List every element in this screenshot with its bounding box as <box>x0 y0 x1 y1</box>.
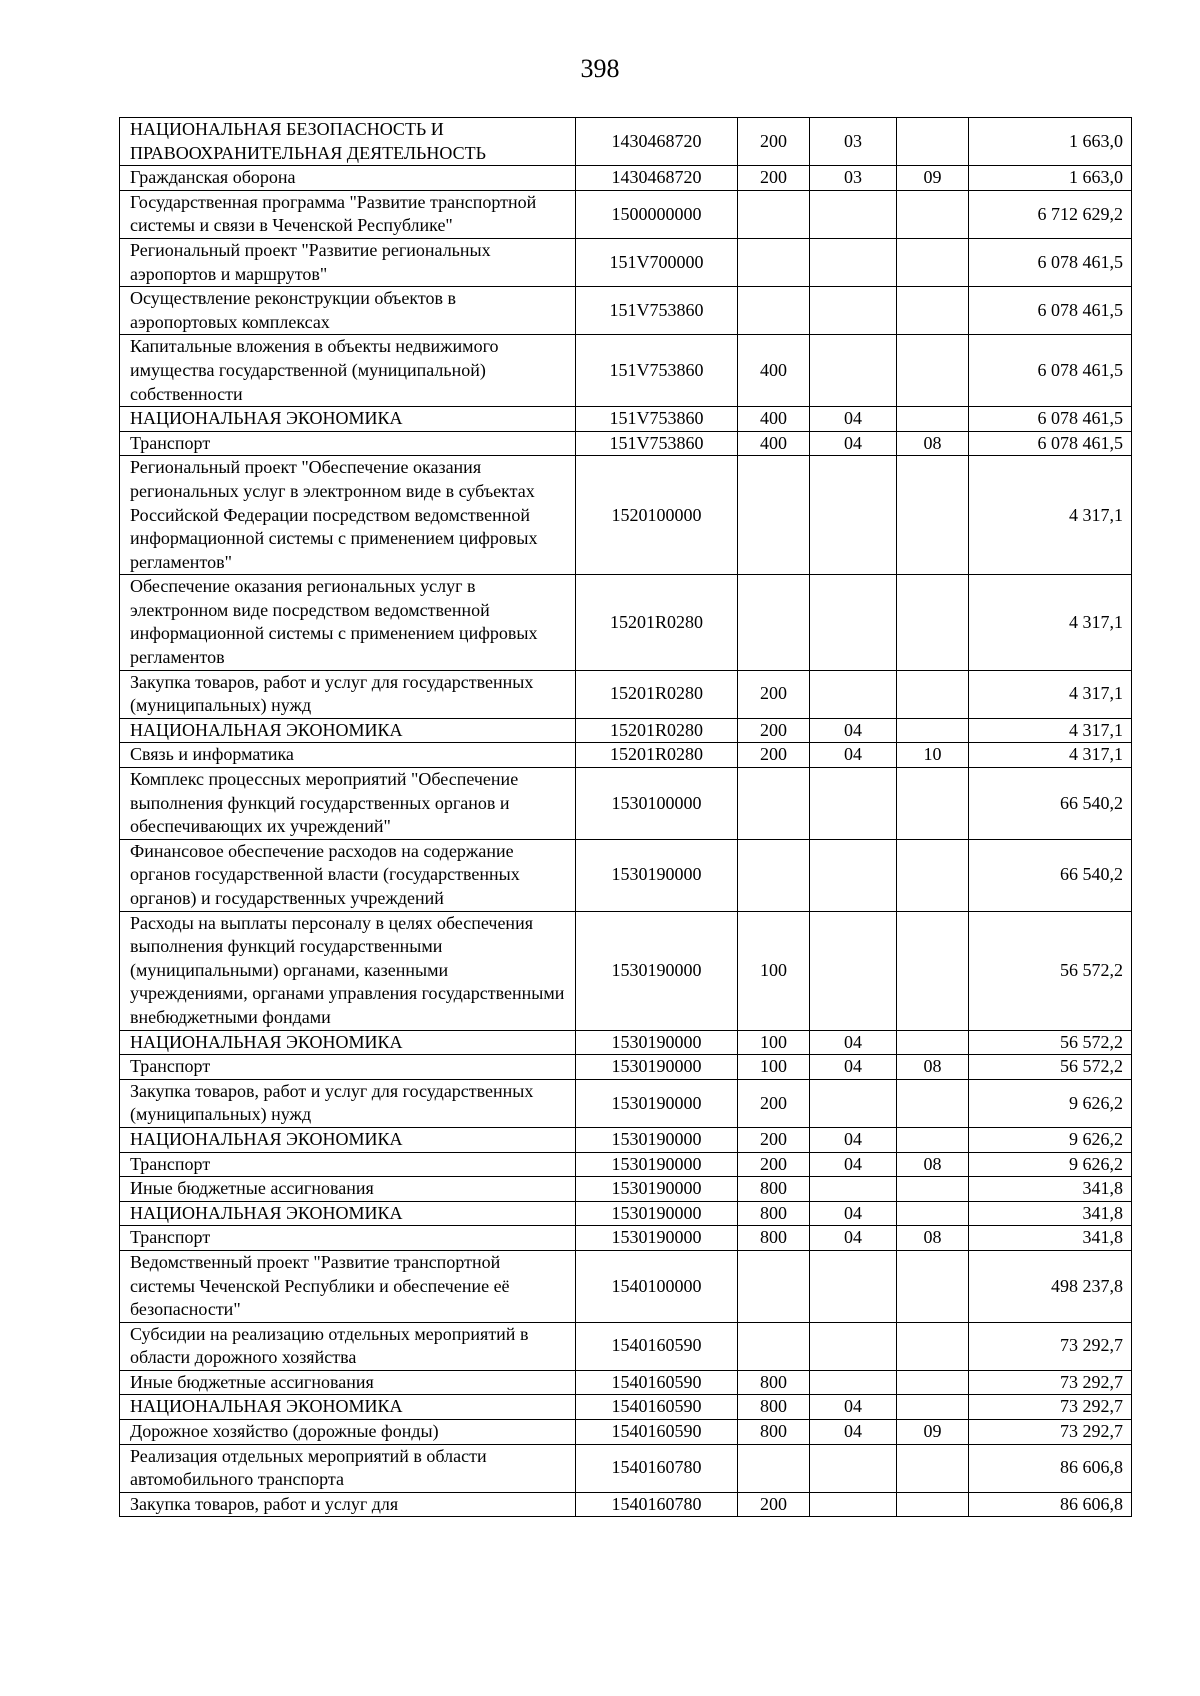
amount: 4 317,1 <box>969 743 1132 768</box>
target-article-code: 1530190000 <box>576 1226 738 1251</box>
expense-type-code <box>738 190 810 238</box>
expense-type-code: 400 <box>738 335 810 407</box>
target-article-code: 1530190000 <box>576 839 738 911</box>
subsection-code <box>897 238 969 286</box>
amount: 341,8 <box>969 1226 1132 1251</box>
target-article-code: 151V753860 <box>576 431 738 456</box>
expense-type-code <box>738 238 810 286</box>
section-code: 03 <box>810 118 897 166</box>
table-row <box>120 1127 1132 1152</box>
table-row <box>120 1250 1132 1322</box>
target-article-code: 1540160780 <box>576 1492 738 1517</box>
target-article-code: 151V753860 <box>576 287 738 335</box>
amount: 6 078 461,5 <box>969 287 1132 335</box>
table-row <box>120 1079 1132 1127</box>
expense-type-code: 800 <box>738 1177 810 1202</box>
target-article-code: 1530100000 <box>576 768 738 840</box>
target-article-code: 1540160590 <box>576 1370 738 1395</box>
subsection-code <box>897 911 969 1030</box>
amount: 6 078 461,5 <box>969 335 1132 407</box>
item-name: НАЦИОНАЛЬНАЯ ЭКОНОМИКА <box>120 1030 576 1055</box>
section-code: 04 <box>810 1152 897 1177</box>
section-code <box>810 456 897 575</box>
expense-type-code <box>738 768 810 840</box>
section-code: 04 <box>810 1055 897 1080</box>
section-code: 04 <box>810 1226 897 1251</box>
item-name: Закупка товаров, работ и услуг для государственных (муниципальных) нужд <box>120 1079 576 1127</box>
item-name: НАЦИОНАЛЬНАЯ ЭКОНОМИКА <box>120 718 576 743</box>
target-article-code: 1520100000 <box>576 456 738 575</box>
expense-type-code: 200 <box>738 718 810 743</box>
table-row <box>120 190 1132 238</box>
subsection-code <box>897 1127 969 1152</box>
section-code <box>810 287 897 335</box>
target-article-code: 151V700000 <box>576 238 738 286</box>
target-article-code: 1430468720 <box>576 118 738 166</box>
subsection-code: 09 <box>897 1420 969 1445</box>
subsection-code <box>897 1177 969 1202</box>
table-row <box>120 1492 1132 1517</box>
expense-type-code: 100 <box>738 1055 810 1080</box>
table-row <box>120 1395 1132 1420</box>
subsection-code <box>897 839 969 911</box>
subsection-code: 10 <box>897 743 969 768</box>
table-row <box>120 743 1132 768</box>
item-name: Транспорт <box>120 1055 576 1080</box>
table-row <box>120 1030 1132 1055</box>
item-name: Транспорт <box>120 431 576 456</box>
subsection-code <box>897 190 969 238</box>
amount: 1 663,0 <box>969 118 1132 166</box>
table-row <box>120 1152 1132 1177</box>
expense-type-code <box>738 1322 810 1370</box>
item-name: Обеспечение оказания региональных услуг в электронном виде посредством ведомственной информационной системы с применением цифровых регламентов <box>120 575 576 670</box>
item-name: Финансовое обеспечение расходов на содержание органов государственной власти (государственных органов) и государственных учреждений <box>120 839 576 911</box>
item-name: Региональный проект "Обеспечение оказания региональных услуг в электронном виде в субъектах Российской Федерации посредством ведомственной информационной системы с применением цифровых регламентов" <box>120 456 576 575</box>
section-code <box>810 768 897 840</box>
section-code: 04 <box>810 407 897 432</box>
table-row <box>120 118 1132 166</box>
amount: 6 078 461,5 <box>969 431 1132 456</box>
table-row <box>120 670 1132 718</box>
expense-type-code: 100 <box>738 1030 810 1055</box>
subsection-code <box>897 1444 969 1492</box>
subsection-code <box>897 1201 969 1226</box>
amount: 6 712 629,2 <box>969 190 1132 238</box>
table-row <box>120 575 1132 670</box>
amount: 9 626,2 <box>969 1079 1132 1127</box>
section-code: 04 <box>810 1420 897 1445</box>
subsection-code <box>897 335 969 407</box>
expense-type-code: 200 <box>738 118 810 166</box>
section-code <box>810 911 897 1030</box>
section-code <box>810 1492 897 1517</box>
item-name: Комплекс процессных мероприятий "Обеспечение выполнения функций государственных органов и обеспечивающих их учреждений" <box>120 768 576 840</box>
section-code <box>810 1444 897 1492</box>
page-number: 398 <box>580 54 620 83</box>
amount: 66 540,2 <box>969 768 1132 840</box>
section-code <box>810 1250 897 1322</box>
item-name: НАЦИОНАЛЬНАЯ ЭКОНОМИКА <box>120 407 576 432</box>
expense-type-code: 800 <box>738 1420 810 1445</box>
expense-type-code: 100 <box>738 911 810 1030</box>
table-row <box>120 718 1132 743</box>
expense-type-code: 400 <box>738 431 810 456</box>
expense-type-code: 200 <box>738 743 810 768</box>
table-row <box>120 1444 1132 1492</box>
amount: 1 663,0 <box>969 166 1132 191</box>
target-article-code: 151V753860 <box>576 407 738 432</box>
target-article-code: 15201R0280 <box>576 670 738 718</box>
target-article-code: 1530190000 <box>576 1030 738 1055</box>
section-code <box>810 1177 897 1202</box>
section-code: 04 <box>810 1030 897 1055</box>
table-row <box>120 1420 1132 1445</box>
subsection-code <box>897 1370 969 1395</box>
item-name: НАЦИОНАЛЬНАЯ БЕЗОПАСНОСТЬ И ПРАВООХРАНИТЕЛЬНАЯ ДЕЯТЕЛЬНОСТЬ <box>120 118 576 166</box>
section-code: 04 <box>810 1127 897 1152</box>
amount: 56 572,2 <box>969 911 1132 1030</box>
amount: 341,8 <box>969 1177 1132 1202</box>
table-row <box>120 407 1132 432</box>
target-article-code: 15201R0280 <box>576 743 738 768</box>
amount: 9 626,2 <box>969 1152 1132 1177</box>
item-name: Связь и информатика <box>120 743 576 768</box>
table-row <box>120 1322 1132 1370</box>
target-article-code: 1540160590 <box>576 1322 738 1370</box>
expense-type-code: 800 <box>738 1370 810 1395</box>
expense-type-code: 800 <box>738 1201 810 1226</box>
section-code <box>810 1370 897 1395</box>
subsection-code <box>897 287 969 335</box>
amount: 6 078 461,5 <box>969 407 1132 432</box>
target-article-code: 1430468720 <box>576 166 738 191</box>
subsection-code: 08 <box>897 1226 969 1251</box>
item-name: Ведомственный проект "Развитие транспортной системы Чеченской Республики и обеспечение её безопасности" <box>120 1250 576 1322</box>
section-code: 04 <box>810 743 897 768</box>
amount: 6 078 461,5 <box>969 238 1132 286</box>
subsection-code: 08 <box>897 1152 969 1177</box>
table-row <box>120 1370 1132 1395</box>
amount: 73 292,7 <box>969 1420 1132 1445</box>
subsection-code <box>897 670 969 718</box>
section-code <box>810 1079 897 1127</box>
amount: 4 317,1 <box>969 575 1132 670</box>
expense-type-code: 800 <box>738 1395 810 1420</box>
target-article-code: 1530190000 <box>576 1055 738 1080</box>
item-name: Закупка товаров, работ и услуг для государственных (муниципальных) нужд <box>120 670 576 718</box>
item-name: Государственная программа "Развитие транспортной системы и связи в Чеченской Республике" <box>120 190 576 238</box>
item-name: НАЦИОНАЛЬНАЯ ЭКОНОМИКА <box>120 1395 576 1420</box>
subsection-code: 09 <box>897 166 969 191</box>
table-row <box>120 768 1132 840</box>
item-name: Субсидии на реализацию отдельных мероприятий в области дорожного хозяйства <box>120 1322 576 1370</box>
subsection-code <box>897 1030 969 1055</box>
subsection-code <box>897 456 969 575</box>
target-article-code: 1530190000 <box>576 1177 738 1202</box>
section-code <box>810 670 897 718</box>
target-article-code: 1530190000 <box>576 1079 738 1127</box>
table-row <box>120 1177 1132 1202</box>
table-row <box>120 839 1132 911</box>
item-name: Расходы на выплаты персоналу в целях обеспечения выполнения функций государственными (муниципальными) органами, казенными учреждениями, органами управления государственными внебюджетными фондами <box>120 911 576 1030</box>
subsection-code <box>897 718 969 743</box>
subsection-code <box>897 768 969 840</box>
amount: 4 317,1 <box>969 718 1132 743</box>
item-name: Гражданская оборона <box>120 166 576 191</box>
expense-type-code: 800 <box>738 1226 810 1251</box>
item-name: НАЦИОНАЛЬНАЯ ЭКОНОМИКА <box>120 1201 576 1226</box>
target-article-code: 1540160590 <box>576 1420 738 1445</box>
budget-table-body <box>120 118 1132 1517</box>
amount: 73 292,7 <box>969 1370 1132 1395</box>
expense-type-code: 200 <box>738 670 810 718</box>
amount: 4 317,1 <box>969 456 1132 575</box>
item-name: Транспорт <box>120 1152 576 1177</box>
expense-type-code: 200 <box>738 1079 810 1127</box>
expense-type-code: 200 <box>738 1152 810 1177</box>
amount: 66 540,2 <box>969 839 1132 911</box>
item-name: Капитальные вложения в объекты недвижимого имущества государственной (муниципальной) собственности <box>120 335 576 407</box>
item-name: Реализация отдельных мероприятий в области автомобильного транспорта <box>120 1444 576 1492</box>
subsection-code <box>897 1492 969 1517</box>
subsection-code <box>897 1395 969 1420</box>
item-name: Иные бюджетные ассигнования <box>120 1177 576 1202</box>
amount: 9 626,2 <box>969 1127 1132 1152</box>
item-name: НАЦИОНАЛЬНАЯ ЭКОНОМИКА <box>120 1127 576 1152</box>
item-name: Закупка товаров, работ и услуг для <box>120 1492 576 1517</box>
section-code: 04 <box>810 718 897 743</box>
section-code <box>810 839 897 911</box>
table-row <box>120 431 1132 456</box>
section-code <box>810 238 897 286</box>
target-article-code: 1540160590 <box>576 1395 738 1420</box>
target-article-code: 1530190000 <box>576 1127 738 1152</box>
section-code <box>810 190 897 238</box>
section-code: 03 <box>810 166 897 191</box>
amount: 341,8 <box>969 1201 1132 1226</box>
item-name: Региональный проект "Развитие региональных аэропортов и маршрутов" <box>120 238 576 286</box>
amount: 73 292,7 <box>969 1395 1132 1420</box>
expense-type-code: 200 <box>738 166 810 191</box>
section-code <box>810 335 897 407</box>
subsection-code <box>897 1250 969 1322</box>
section-code: 04 <box>810 1395 897 1420</box>
table-row <box>120 166 1132 191</box>
table-row <box>120 1055 1132 1080</box>
section-code <box>810 1322 897 1370</box>
expense-type-code <box>738 1250 810 1322</box>
target-article-code: 1530190000 <box>576 911 738 1030</box>
item-name: Иные бюджетные ассигнования <box>120 1370 576 1395</box>
section-code: 04 <box>810 431 897 456</box>
subsection-code <box>897 575 969 670</box>
item-name: Осуществление реконструкции объектов в аэропортовых комплексах <box>120 287 576 335</box>
amount: 86 606,8 <box>969 1444 1132 1492</box>
target-article-code: 1540100000 <box>576 1250 738 1322</box>
target-article-code: 15201R0280 <box>576 718 738 743</box>
table-row <box>120 456 1132 575</box>
amount: 56 572,2 <box>969 1055 1132 1080</box>
expense-type-code: 200 <box>738 1492 810 1517</box>
budget-table <box>119 117 1132 1517</box>
target-article-code: 1500000000 <box>576 190 738 238</box>
amount: 56 572,2 <box>969 1030 1132 1055</box>
target-article-code: 15201R0280 <box>576 575 738 670</box>
table-row <box>120 911 1132 1030</box>
amount: 4 317,1 <box>969 670 1132 718</box>
subsection-code <box>897 407 969 432</box>
subsection-code <box>897 118 969 166</box>
item-name: Дорожное хозяйство (дорожные фонды) <box>120 1420 576 1445</box>
expense-type-code <box>738 287 810 335</box>
table-row <box>120 287 1132 335</box>
table-row <box>120 1226 1132 1251</box>
target-article-code: 151V753860 <box>576 335 738 407</box>
expense-type-code <box>738 456 810 575</box>
section-code: 04 <box>810 1201 897 1226</box>
target-article-code: 1540160780 <box>576 1444 738 1492</box>
table-row <box>120 238 1132 286</box>
amount: 86 606,8 <box>969 1492 1132 1517</box>
subsection-code <box>897 1322 969 1370</box>
target-article-code: 1530190000 <box>576 1152 738 1177</box>
expense-type-code <box>738 839 810 911</box>
subsection-code <box>897 1079 969 1127</box>
section-code <box>810 575 897 670</box>
expense-type-code <box>738 1444 810 1492</box>
table-row <box>120 1201 1132 1226</box>
amount: 73 292,7 <box>969 1322 1132 1370</box>
subsection-code: 08 <box>897 431 969 456</box>
expense-type-code: 400 <box>738 407 810 432</box>
expense-type-code: 200 <box>738 1127 810 1152</box>
expense-type-code <box>738 575 810 670</box>
item-name: Транспорт <box>120 1226 576 1251</box>
target-article-code: 1530190000 <box>576 1201 738 1226</box>
amount: 498 237,8 <box>969 1250 1132 1322</box>
subsection-code: 08 <box>897 1055 969 1080</box>
table-row <box>120 335 1132 407</box>
